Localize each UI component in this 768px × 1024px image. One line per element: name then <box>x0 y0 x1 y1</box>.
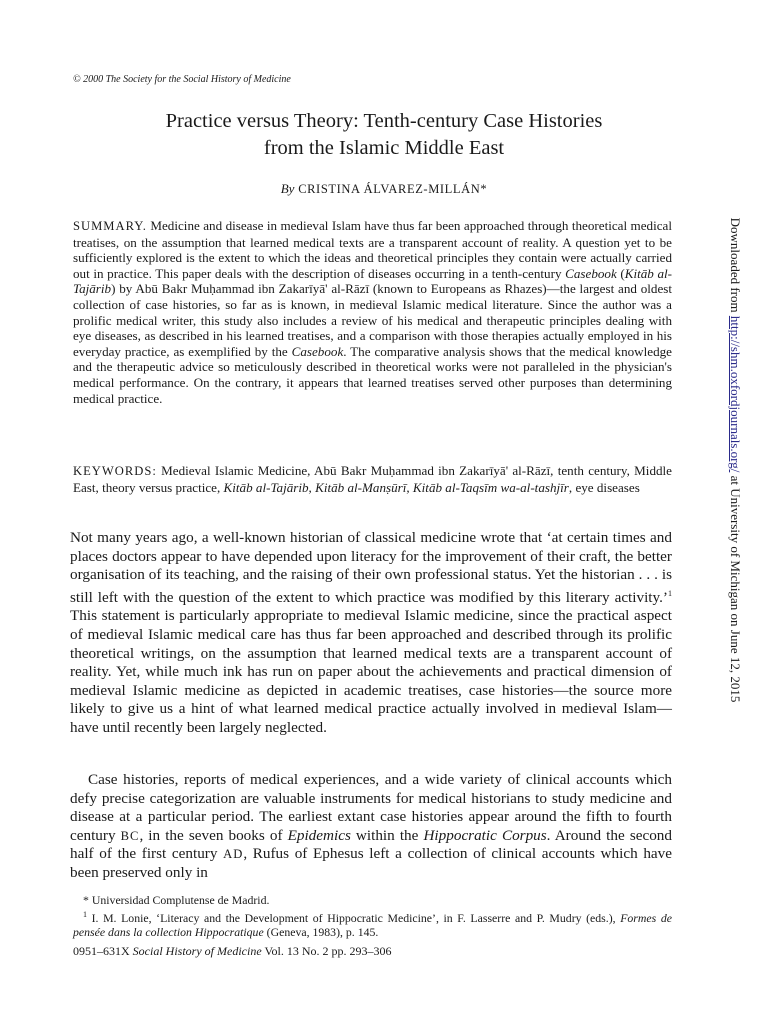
copyright-notice: © 2000 The Society for the Social History of Medicine <box>73 74 291 85</box>
author-marker: * <box>480 182 488 196</box>
footnote-affiliation: * Universidad Complutense de Madrid. <box>83 893 270 907</box>
journal-citation <box>73 944 392 959</box>
summary-casebook-2: Casebook <box>291 343 344 359</box>
keywords-plain: Medieval Islamic Medicine, Abū Bakr Muḥammad ibn Zakarīyā' al-Rāzī, tenth century, Middle East, theory versus practice, <box>73 463 672 495</box>
title-line-2: from the Islamic Middle East <box>263 137 505 159</box>
summary-text-4: . The comparative analysis shows that the medical knowledge and the therapeutic advice so meticulously described in theoretical works were not paralleled in the physician's medical performance. On the contrary, it appears that learned treatises served other purposes than determining medical practice. <box>73 343 672 406</box>
summary-text-3: ) by Abū Bakr Muḥammad ibn Zakarīyā' al-Rāzī (known to Europeans as Rhazes)—the largest and oldest collection of case histories, so far as is known, in medieval Islamic medical literature. Since the author was a prolific medical writer, this study also includes a review of his medical and therapeutic principles dealing with eye diseases, as described in his learned treatises, and a comparison with those therapies actually employed in his everyday practice, as exemplified by the <box>73 281 672 359</box>
summary-text-2: ( <box>616 265 625 281</box>
title-epidemics: Epidemics <box>287 826 351 844</box>
article-title <box>60 108 708 162</box>
journal-details: Vol. 13 No. 2 pp. 293–306 <box>261 944 392 958</box>
body-paragraph-2 <box>70 771 672 883</box>
journal-issn: 0951–631X <box>73 944 130 958</box>
summary-text-1: Medicine and disease in medieval Islam have thus far been approached through theoretical medical treatises, on the assumption that learned medical texts are a transparent account of reality. A question yet to be sufficiently explored is the extent to which the ideas and theoretical principles they contain were actually carried out in practice. This paper deals with the description of diseases occurring in a tenth-century <box>73 218 672 281</box>
byline-by: By <box>280 181 295 196</box>
download-watermark-text <box>727 218 743 703</box>
body-p2-text-d: . Around the second half of the first century <box>70 826 672 863</box>
keywords-italic: Kitāb al-Tajārib, Kitāb al-Manṣūrī, Kitāb al-Taqsīm wa-al-tashjīr <box>223 479 569 495</box>
author-name: CRISTINA ÁLVAREZ-MILLÁN <box>298 182 481 196</box>
summary-label: SUMMARY. <box>73 219 147 233</box>
keywords-paragraph <box>73 463 672 495</box>
watermark-prefix: Downloaded from <box>728 217 743 316</box>
keywords-label: KEYWORDS: <box>73 464 157 478</box>
footnote-1-italic: Formes de pensée dans la collection Hippocratique <box>73 910 672 940</box>
title-line-1: Practice versus Theory: Tenth-century Case Histories <box>165 110 603 132</box>
watermark-suffix: at University of Michigan on June 12, 2015 <box>728 472 743 703</box>
footnote-1-number: 1 <box>83 909 87 919</box>
footnote-1-text-a: I. M. Lonie, ‘Literacy and the Development of Hippocratic Medicine’, in F. Lasserre and P. Mudry (eds.), <box>87 910 621 925</box>
footnote-1 <box>73 908 672 940</box>
footnotes <box>73 893 672 940</box>
summary-paragraph <box>73 218 672 406</box>
body-p2-text-c: within the <box>350 826 424 844</box>
summary-casebook-1: Casebook <box>565 265 617 281</box>
footnote-ref-1[interactable]: 1 <box>668 588 672 598</box>
summary-kitab-tajarib: Kitāb al-Tajārib <box>73 265 673 297</box>
era-bc: BC <box>120 828 140 843</box>
body-p1-text-a: Not many years ago, a well-known historian of classical medicine wrote that ‘at certain times and places doctors appear to have depended upon literacy for the improvement of their craft, the better organisation of its teaching, and the raising of their own professional status. Yet the historian . . . is still left with the question of the extent to which practice was modified by this literary activity.’ <box>70 529 672 606</box>
title-hippocratic-corpus: Hippocratic Corpus <box>423 826 547 844</box>
body-paragraph-1 <box>70 529 672 738</box>
watermark-link[interactable]: http://shm.oxfordjournals.org/ <box>728 315 743 473</box>
author-byline <box>60 181 708 197</box>
body-p2-text-a: Case histories, reports of medical experiences, and a wide variety of clinical accounts which defy precise categorization are valuable instruments for medical historians to study medicine and disease at a particular period. The earliest extant case histories appear around the fifth to fourth century <box>70 771 672 844</box>
era-ad: AD <box>223 847 244 862</box>
footnote-1-text-b: (Geneva, 1983), p. 145. <box>263 925 379 940</box>
body-p2-text-b: , in the seven books of <box>139 826 288 844</box>
body-p1-text-b: This statement is particularly appropriate to medieval Islamic medicine, since the practical aspect of medieval Islamic medical care has thus far been approached and described through its prolific theoretical writings, on the assumption that learned medical texts are a transparent account of reality. Yet, while much ink has run on paper about the achievements and practical dimension of medieval Islamic medicine as depicted in academic treatises, case histories—the source more likely to give us a hint of what learned medical practice actually involved in medieval Islam—have until recently been largely neglected. <box>70 607 672 736</box>
journal-name: Social History of Medicine <box>132 944 262 958</box>
keywords-tail: , eye diseases <box>568 479 640 495</box>
body-p2-text-e: , Rufus of Ephesus left a collection of clinical accounts which have been preserved only in <box>70 845 673 881</box>
